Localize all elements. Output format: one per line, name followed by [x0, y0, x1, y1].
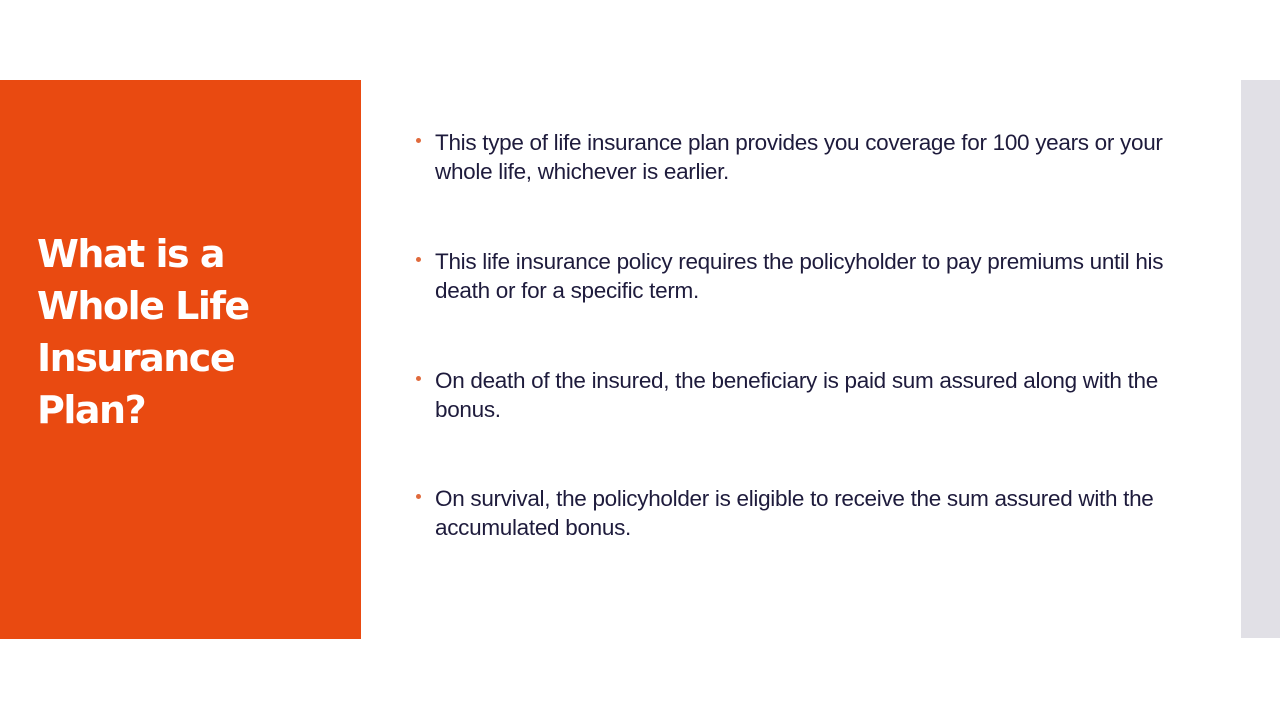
slide-title: [37, 228, 347, 436]
bullet-text: This life insurance policy requires the policyholder to pay premiums until his death or for a specific term.: [435, 249, 1164, 303]
bullet-dot-icon: [416, 257, 421, 262]
bullet-dot-icon: [416, 494, 421, 499]
bullet-dot-icon: [416, 376, 421, 381]
title-line: What is a: [37, 232, 225, 276]
bullet-text: On death of the insured, the beneficiary is paid sum assured along with the bonus.: [435, 368, 1158, 422]
bullet-text: This type of life insurance plan provides you coverage for 100 years or your whole life, whichever is earlier.: [435, 130, 1163, 184]
bullet-dot-icon: [416, 138, 421, 143]
title-line: Whole Life: [37, 284, 249, 328]
title-line: Insurance: [37, 336, 235, 380]
right-side-bar: [1241, 80, 1280, 638]
bullet-text: On survival, the policyholder is eligible to receive the sum assured with the accumulated bonus.: [435, 486, 1154, 540]
title-line: Plan?: [37, 388, 146, 432]
